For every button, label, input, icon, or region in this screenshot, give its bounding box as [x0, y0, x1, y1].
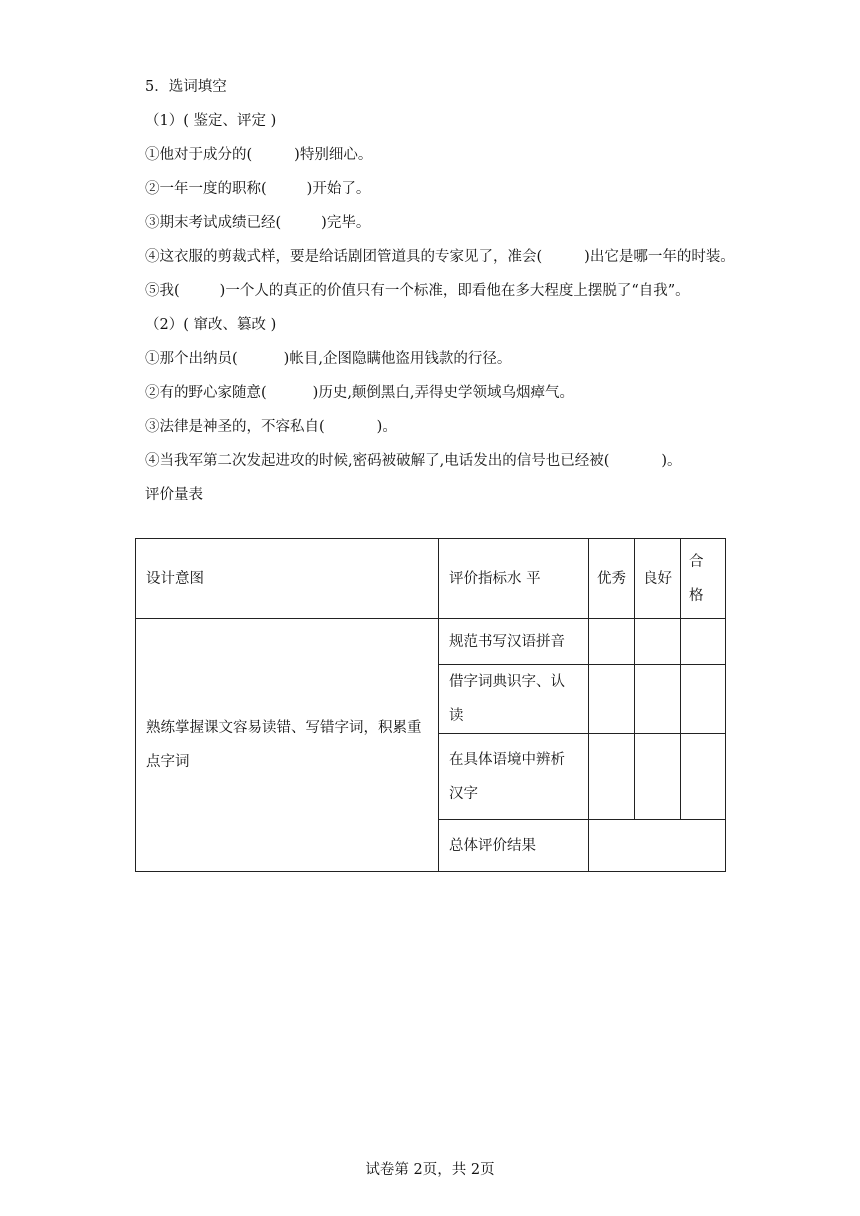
total-label: 总体评价结果	[439, 820, 589, 872]
part2-item-2: ②有的野心家随意( )历史,颠倒黑白,弄得史学领域乌烟瘴气。	[145, 385, 575, 401]
score-cell-pass	[681, 734, 726, 820]
part2-heading: （2）( 窜改、篡改 )	[145, 317, 277, 333]
part2-item-1: ①那个出纳员( )帐目,企图隐瞒他盗用钱款的行径。	[145, 351, 512, 367]
score-cell-excellent	[589, 734, 635, 820]
part1-item-1: ①他对于成分的( )特别细心。	[145, 147, 373, 163]
score-cell-good	[635, 619, 681, 665]
intent-cell: 熟练掌握课文容易读错、写错字词，积累重点字词	[136, 619, 439, 872]
header-pass: 合格	[681, 539, 726, 619]
score-cell-good	[635, 665, 681, 734]
rubric-header-row	[136, 539, 726, 619]
question-5	[145, 70, 735, 512]
part2-item-4: ④当我军第二次发起进攻的时候,密码被破解了,电话发出的信号也已经被( )。	[145, 453, 682, 469]
header-good: 良好	[635, 539, 681, 619]
score-cell-pass	[681, 665, 726, 734]
score-cell-pass	[681, 619, 726, 665]
part1-item-4: ④这衣服的剪裁式样，要是给话剧团管道具的专家见了，准会( )出它是哪一年的时装。	[145, 249, 735, 265]
page-footer: 试卷第 2页，共 2页	[365, 1162, 495, 1178]
part2-item-3: ③法律是神圣的，不容私自( )。	[145, 419, 397, 435]
part1-item-2: ②一年一度的职称( )开始了。	[145, 181, 371, 197]
rubric-row	[136, 619, 726, 665]
score-cell-excellent	[589, 619, 635, 665]
header-excellent: 优秀	[589, 539, 635, 619]
rubric-table	[135, 538, 726, 872]
total-result-cell	[589, 820, 726, 872]
score-cell-good	[635, 734, 681, 820]
part1-heading: （1）( 鉴定、评定 )	[145, 113, 277, 129]
header-indicator: 评价指标水 平	[439, 539, 589, 619]
indicator-cell: 在具体语境中辨析汉字	[439, 734, 589, 820]
rubric-title: 评价量表	[145, 487, 203, 503]
part1-item-3: ③期末考试成绩已经( )完毕。	[145, 215, 371, 231]
indicator-cell: 规范书写汉语拼音	[439, 619, 589, 665]
header-intent: 设计意图	[136, 539, 439, 619]
question-title: 5．选词填空	[145, 79, 227, 95]
score-cell-excellent	[589, 665, 635, 734]
indicator-cell: 借字词典识字、认读	[439, 665, 589, 734]
part1-item-5: ⑤我( )一个人的真正的价值只有一个标准，即看他在多大程度上摆脱了“自我”。	[145, 283, 690, 299]
